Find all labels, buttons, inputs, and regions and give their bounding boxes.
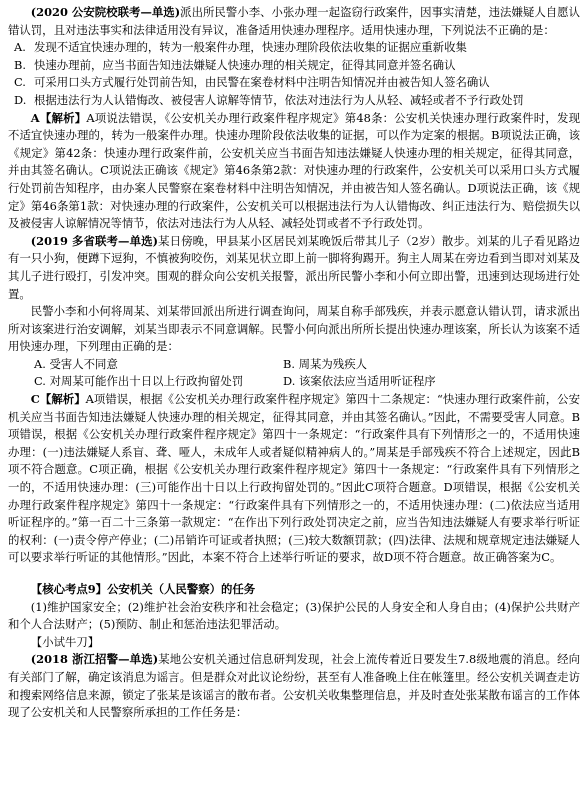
option-a: A. 发现不适宜快速办理的，转为一般案件办理，快速办理阶段依法收集的证据应重新收集 bbox=[14, 40, 467, 55]
question-1-options bbox=[8, 39, 580, 109]
answer-label: A【解析】 bbox=[30, 110, 87, 125]
question-3-source: (2018 浙江招警—单选) bbox=[30, 652, 159, 667]
question-2-stem: (2019 多省联考—单选)某日傍晚，甲县某小区居民刘某晚饭后带其儿子（2岁）散步。刘某的儿子看见路边有一只小狗，便蹲下逗狗，不慎被狗咬伤，刘某见状立即上前一脚将狗踢开。狗主人周某在旁边看到当即对刘某及其儿子进行殴打，引发冲突。围观的群众向公安机关报警，派出所民警小李和小何立即出警，迅速到达现场进行处置。 bbox=[8, 233, 581, 301]
option-d: D. 该案依法应当适用听证程序 bbox=[283, 374, 436, 389]
question-1-stem: (2020 公安院校联考—单选)派出所民警小李、小张办理一起盗窃行政案件，因事实清楚，违法嫌疑人自愿认错认罚，且对违法事实和法律适用没有异议，准备适用快速办理程序。适用快速办理，下列说法不正确的是： bbox=[8, 5, 580, 37]
question-3-stem: (2018 浙江招警—单选)某地公安机关通过信息研判发现，社会上流传着近日要发生7.8级地震的消息。经向有关部门了解，确定该消息为谣言。但是群众对此议论纷纷，甚至有人准备晚上住在帐篷里。经公安机关调查走访和搜索网络信息来源，锁定了张某是该谣言的散布者。公安机关收集整理信息，并及时查处张某散布谣言的工作体现了公安机关和人民警察所承担的工作任务是： bbox=[8, 652, 580, 720]
option-c: C. 对周某可能作出十日以上行政拘留处罚 bbox=[34, 374, 244, 389]
option-c: C. 可采用口头方式履行处罚前告知，由民警在案卷材料中注明告知情况并由被告知人签名确认 bbox=[14, 75, 490, 90]
core-point-body: (1)维护国家安全；(2)维护社会治安秩序和社会稳定；(3)保护公民的人身安全和人身自由；(4)保护公共财产和个人合法财产；(5)预防、制止和惩治违法犯罪活动。 bbox=[8, 599, 580, 632]
option-b: B. 周某为残疾人 bbox=[283, 356, 367, 371]
trial-heading: 【小试牛刀】 bbox=[30, 634, 100, 649]
option-a: A. 受害人不同意 bbox=[34, 356, 118, 371]
answer-label: C【解析】 bbox=[30, 392, 86, 407]
question-2-options-row-1 bbox=[8, 356, 580, 374]
question-1-source: (2020 公安院校联考—单选) bbox=[30, 5, 181, 19]
option-b: B. 快速办理前，应当书面告知违法嫌疑人快速办理的相关规定，征得其同意并签名确认 bbox=[14, 57, 456, 72]
question-1-analysis: A【解析】A项说法错误，《公安机关办理行政案件程序规定》第48条：公安机关快速办理行政案件时，发现不适宜快速办理的，转为一般案件办理。快速办理阶段依法收集的证据，可以作为定案的根据。B项说法正确，该《规定》第42条：快速办理行政案件前，公安机关应当书面告知违法嫌疑人快速办理的相关规定，征得其同意，并由其签名确认。C项说法正确该《规定》第46条第2款：对快速办理的行政案件，公安机关可以采用口头方式履行处罚前告知程序，由办案人民警察在案卷材料中注明告知情况，并由被告知人签名确认。D项说法正确，该《规定》第46条第1款：对快速办理的行政案件，公安机关可以根据违法行为人认错悔改、纠正违法行为、赔偿损失以及被侵害人谅解情况等情节，依法对违法行为人从轻、减轻处罚或者不予行政处罚。 bbox=[8, 110, 580, 231]
question-2-analysis: C【解析】A项错误，根据《公安机关办理行政案件程序规定》第四十二条规定：“快速办理行政案件前，公安机关应当书面告知违法嫌疑人快速办理的相关规定，征得其同意，并由其签名确认。”因此，不需要受害人同意。B项错误，根据《公安机关办理行政案件程序规定》第四十一条规定：“行政案件具有下列情形之一的，不适用快速办理：(一)违法嫌疑人系盲、聋、哑人，未成年人或者疑似精神病人的。”周某是手部残疾不符合上述规定，因此B项不符合题意。C项正确，根据《公安机关办理行政案件程序规定》第四十一条规定：“行政案件具有下列情形之一的，不适用快速办理：(三)可能作出十日以上行政拘留处罚的。”因此C项符合题意。D项错误，根据《公安机关办理行政案件程序规定》第四十一条规定：“行政案件具有下列情形之一的，不适用快速办理：(二)依法应当适用听证程序的。”第一百二十三条第一款规定：“在作出下列行政处罚决定之前，应当告知违法嫌疑人有要求举行听证的权利：(一)责令停产停业；(二)吊销许可证或者执照；(三)较大数额罚款；(四)法律、法规和规章规定违法嫌疑人可以要求举行听证的其他情形。”因此，本案不符合上述举行听证的要求，故D项不符合题意。故正确答案为C。 bbox=[8, 392, 580, 565]
question-2-source: (2019 多省联考—单选) bbox=[30, 233, 158, 248]
core-point-heading: 【核心考点9】公安机关（人民警察）的任务 bbox=[30, 582, 256, 596]
option-d: D. 根据违法行为人认错悔改、被侵害人谅解等情节，依法对违法行为人从轻、减轻或者不予行政处罚 bbox=[14, 92, 524, 107]
question-2-stem-continued: 民警小李和小何将周某、刘某带回派出所进行调查询问，周某自称手部残疾，并表示愿意认错认罚，请求派出所对该案进行治安调解，刘某当即表示不同意调解。民警小何向派出所所长提出快速办理该案，所长认为该案不适用快速办理，下列理由正确的是： bbox=[8, 304, 580, 354]
question-2-options-row-2 bbox=[8, 373, 580, 391]
